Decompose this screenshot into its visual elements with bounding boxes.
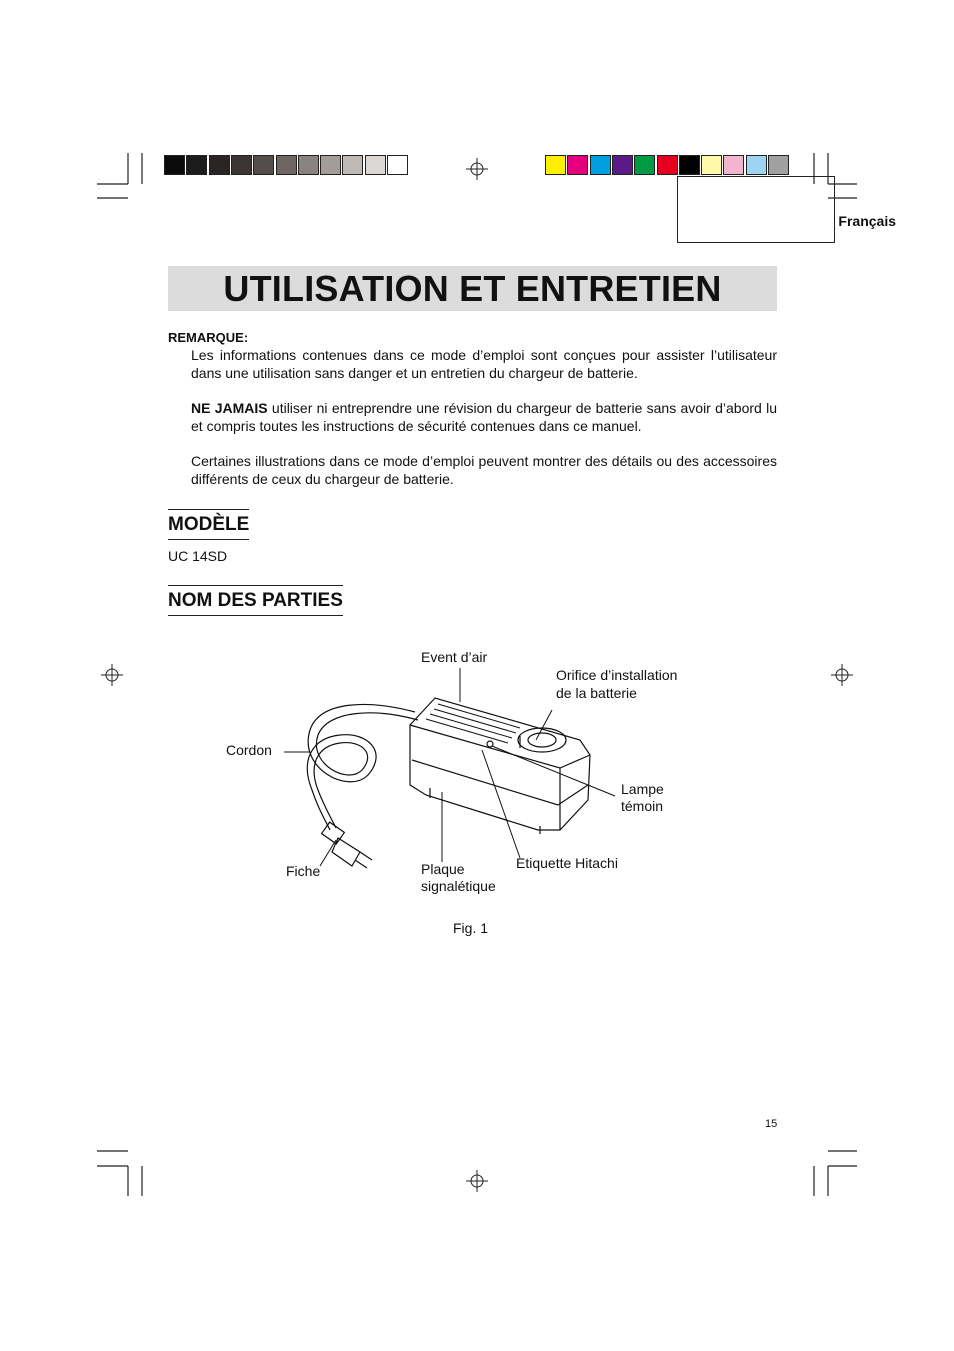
battery-slot	[518, 728, 566, 752]
color-swatch	[723, 155, 744, 175]
modele-heading: MODÈLE	[168, 509, 249, 540]
cord-outline-b	[314, 713, 418, 828]
page-title: UTILISATION ET ENTRETIEN	[223, 268, 722, 309]
color-swatch	[320, 155, 341, 175]
color-swatch	[186, 155, 207, 175]
title-bar	[168, 266, 777, 311]
color-swatch	[657, 155, 678, 175]
color-swatch	[209, 155, 230, 175]
color-swatch	[768, 155, 789, 175]
language-label: Français	[838, 213, 896, 229]
plug-head	[332, 838, 360, 866]
label-lampe-line2: témoin	[621, 798, 664, 814]
color-swatch	[164, 155, 185, 175]
color-swatch	[298, 155, 319, 175]
color-swatch	[590, 155, 611, 175]
remarque-paragraph-3: Certaines illustrations dans ce mode d’emploi peuvent montrer des détails ou des accessoires différents de ceux du chargeur de batterie.	[191, 453, 777, 487]
color-swatch	[276, 155, 297, 175]
color-swatch	[545, 155, 566, 175]
color-swatch	[231, 155, 252, 175]
label-lampe-line1: Lampe	[621, 781, 664, 797]
label-cordon: Cordon	[226, 742, 272, 758]
label-plaque-line1: Plaque	[421, 861, 465, 877]
label-fiche: Fiche	[286, 863, 321, 879]
color-swatch	[387, 155, 408, 175]
air-vent	[426, 704, 520, 743]
color-swatch	[679, 155, 700, 175]
charger-body	[410, 698, 590, 830]
color-swatch	[746, 155, 767, 175]
label-event-air: Event d’air	[421, 649, 488, 665]
color-swatch	[634, 155, 655, 175]
label-plaque-line2: signalétique	[421, 878, 496, 894]
model-value: UC 14SD	[168, 548, 228, 564]
color-swatch	[612, 155, 633, 175]
remarque-paragraph-1: Les informations contenues dans ce mode d’emploi sont conçues pour assister l’utilisateur dans une utilisation sans danger et un entretien du chargeur de batterie.	[191, 347, 777, 381]
color-swatch	[701, 155, 722, 175]
remarque-paragraph-2	[191, 399, 777, 435]
color-swatch	[567, 155, 588, 175]
color-swatch	[365, 155, 386, 175]
warning-emphasis: NE JAMAIS	[191, 400, 268, 416]
warning-text: utiliser ni entreprendre une révision du chargeur de batterie sans avoir d’abord lu et compris toutes les instructions de sécurité contenues dans ce manuel.	[191, 400, 777, 434]
language-tab	[677, 176, 835, 243]
label-orifice-line2: de la batterie	[556, 685, 637, 701]
parties-heading: NOM DES PARTIES	[168, 585, 343, 616]
figure-caption: Fig. 1	[453, 920, 489, 936]
page-number: 15	[765, 1118, 778, 1130]
plug-body	[322, 822, 345, 844]
color-swatch	[253, 155, 274, 175]
color-swatch	[342, 155, 363, 175]
cord-outline-a	[307, 705, 415, 830]
label-etiquette: Etiquette Hitachi	[516, 855, 618, 871]
label-orifice-line1: Orifice d’installation	[556, 667, 678, 683]
remarque-heading: REMARQUE:	[168, 330, 249, 345]
